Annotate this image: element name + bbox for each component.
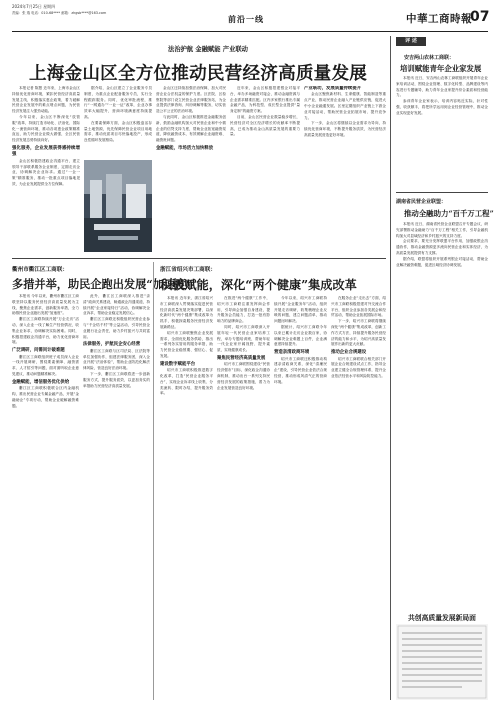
mid-paragraph: 绍兴市工商联聚焦企业发展需求，全面优化服务供给，推出一系列务实管用的服务举措，助力民营企业稳预期、强信心、促发展。 <box>160 330 213 358</box>
editor-line: 责编：张 瑞 电话：010-68**** 邮箱：zhgsb****@163.com <box>12 11 107 15</box>
lead-paragraph: 金山区聚焦新材料、生命健康、智能制造等重点产业，推动民营企业融入产业链供应链，促进大中小企业融通发展。区里定期组织产业链上下游企业对接活动，帮助民营企业拓展市场、提升竞争力。 <box>304 92 386 120</box>
date-line: 2024年7月25日 星期四 <box>12 4 56 9</box>
header-rule <box>12 31 488 32</box>
left-paragraph: 衢江区工商联组织班子成员深入企业一线开展调研，围绕要素保障、融资需求、人才招引等问题，面对面听取企业意见建议，推动问题精准解决。 <box>12 354 79 376</box>
mid-paragraph: 据统计，绍兴市工商联今年以来已累计走访企业数百家，协调解决企业难题上百件，企业满意度持续提升。 <box>274 324 327 347</box>
lead-col-1 <box>12 86 80 252</box>
sidebar-headline-1: 培训赋能青年企业家发展 <box>400 64 482 73</box>
page-header <box>0 0 500 33</box>
sidebar-divider <box>390 36 391 700</box>
mid-paragraph: 下一步，绍兴市工商联将继续深化“两个健康”集成改革，创新工作方式方法，持续提升服务民营经济的能力和水平，为绍兴高质量发展作出新的更大贡献。 <box>331 319 386 347</box>
lead-photo <box>84 160 152 252</box>
left-subhead: 广泛调研，问需问计破难题 <box>12 348 65 354</box>
mid-paragraph: 在推进“两个健康”工作中，绍兴市工商联注重发挥商会作用，引导商会加强自身建设，提升服务会员能力，打造一批有影响力的品牌商会。 <box>217 296 270 324</box>
mid-paragraph: 今年以来，绍兴市工商联持续开展“企业服务年”活动，组织开展走访调研，收集梳理企业反映的问题，建立问题清单，推动问题闭环解决。 <box>274 296 327 324</box>
lead-subhead: 金融赋能，市场活力加快释放 <box>156 145 214 151</box>
mid-paragraph: 绍兴市工商联联合相关部门开展企业合规建设试点工作，指导企业建立健全合规管理体系，提升企业依法经营水平和风险防控能力。 <box>331 356 386 378</box>
left-kicker: 衢州市衢江区工商联： <box>12 267 68 273</box>
sidebar-headline-2: 推动全融助力“百千万工程” <box>404 209 494 218</box>
left-paragraph: 此外，衢江区工商联深入推进“亲清”政商关系建设，畅通政企沟通渠道，持续开展“企业家接待日”活动，协调解决企业诉求，帮助企业稳定发展信心。 <box>83 294 150 316</box>
sidebar-caption: 共创高质量发展新局面 <box>408 614 476 622</box>
mid-col-3 <box>274 296 327 698</box>
section-title: 前沿一线 <box>228 14 264 24</box>
left-paragraph: 衢江区工商联与区司法局、区法院等单位加强协作，组建法律服务团，深入企业开展“法治体检”，帮助企业防范化解法律风险，营造良好法治环境。 <box>83 348 150 371</box>
left-headline: 多措并举，助民企跑出发展“加速度” <box>12 277 193 291</box>
mid-col-1 <box>160 296 213 698</box>
sidebar-paragraph: 本报讯 近日，安吉两山农林工商联组织开展青年企业家培训活动，围绕企业管理、数字化转型、品牌建设等内容进行专题辅导，助力青年企业家提升综合素质和经营能力。 <box>396 76 488 98</box>
lead-paragraph: 金山区积极搭建政企沟通平台，建立领导干部联系服务企业制度，定期走访企业，协调解决企业诉求。通过“一企一策”精准服务，推动一批重点项目落地见效，为企业发展提供全方位保障。 <box>12 158 80 186</box>
sidebar-rule <box>396 192 488 193</box>
mid-paragraph: 本报讯 近年来，浙江省绍兴市工商联深入贯彻落实促进民营经济高质量发展决策部署，以深化新时代“两个健康”集成改革为抓手，积极探索服务民营经济发展新路径。 <box>160 296 213 329</box>
left-paragraph: 衢江区工商联积极联合区内金融机构，推出民营企业专属金融产品，开展“金融助企”专项行动，帮助企业破解融资难题。 <box>12 386 79 408</box>
page-number: 07 <box>470 9 490 25</box>
lead-col-5 <box>304 86 386 252</box>
lead-paragraph: 在要素保障方面，金山区积极盘活存量土地资源，优先保障民营企业项目用地需求，推动优质项目尽快落地投产，形成良性循环发展格局。 <box>84 120 152 143</box>
mid-headline: 积极赋能，深化“两个健康”集成改革 <box>160 278 357 292</box>
mid-subhead: 建设数字赋能平台 <box>160 361 196 367</box>
lead-col-3 <box>156 86 226 252</box>
left-col-2 <box>83 294 150 698</box>
lead-kicker: 法治护航 金融赋能 产业联动 <box>168 46 248 53</box>
sidebar-kicker-2: 湖南省民营企业联盟： <box>396 199 447 205</box>
left-paragraph: 衢江区工商联持续开展“万企走访”活动，深入企业一线了解生产经营情况，收集企业诉求，协调解决实际困难。同时，积极搭建政企沟通平台，助力优化营商环境。 <box>12 317 79 345</box>
lead-headline: 上海金山区全方位推动民营经济高质量发展 <box>28 63 368 84</box>
sidebar-paragraph: 会议要求，要充分发挥联盟平台作用，加强政银企沟通协作，推动金融资源更多流向民营企业和实体经济，为高质量发展提供有力支撑。 <box>396 239 488 255</box>
mid-subhead: 营造亲清政商环境 <box>274 350 310 356</box>
lead-bottom-rule <box>12 258 386 259</box>
sidebar-label <box>396 37 426 46</box>
lead-paragraph: 金山区还持续加强法治保障，加大对民营企业合法权益的保护力度。区法院、区检察院等部门设立民营企业法律服务站，为企业提供法律咨询、纠纷调解等服务，切实营造公平公正的法治环境。 <box>156 86 226 114</box>
left-col-1 <box>12 294 79 698</box>
mid-subhead: 推动企业合规建设 <box>331 350 367 356</box>
lead-subhead: 产业联动，发展质量持续提升 <box>304 86 362 91</box>
lead-paragraph: 今年以来，金山区不断深化“放管服”改革，持续打造市场化、法治化、国际化一流营商环境，推动各项惠企政策精准直达，助力民营企业做大做强，全区民营经济发展态势持续向好。 <box>12 114 80 143</box>
left-paragraph: 衢江区工商联还积极组织民营企业参与“千企结千村”等公益活动，引导民营企业履行社会责任，助力乡村振兴与共同富裕。 <box>83 317 150 339</box>
mid-col-2 <box>217 296 270 698</box>
sidebar-paragraph: 据介绍，联盟将组织开展系列银企对接活动，帮助企业解决融资难题，促进区域经济协调发展。 <box>396 256 488 267</box>
left-subhead: 金融赋能，增信服务优化供给 <box>12 379 70 385</box>
lead-col-4 <box>230 86 300 252</box>
mid-paragraph: 绍兴市工商联围绕建设“民营经济强市”目标，深化政企沟通协商机制，推动出台一系列支持民营经济发展的政策措施，着力为企业发展营造良好环境。 <box>217 362 270 390</box>
mid-kicker: 浙江省绍兴市工商联： <box>160 267 216 273</box>
mid-paragraph: 同时，绍兴市工商联深入开展年轻一代民营企业家培养工程，举办专题培训班，帮助年轻一代企业家开阔视野、提升素质，实现健康成长。 <box>217 324 270 353</box>
lead-col-2 <box>84 86 152 158</box>
mid-paragraph: 绍兴市工商联积极推进数字化改革，打造“民营企业服务平台”，实现企业诉求线上收集、分类流转、限时办结，提升服务效率。 <box>160 368 213 396</box>
lead-paragraph: 目前，金山区民营企业数量稳步增长，民营经济对全区经济增长的贡献率不断提高，已成为推动金山高质量发展的重要力量。 <box>230 114 300 137</box>
sidebar-paragraph: 本报讯 近日，湖南省民营企业联盟召开专题会议，研究部署推动金融助力“百千万工程”相关工作，引导金融机构加大对县域经济和乡村振兴的支持力度。 <box>396 222 488 238</box>
sidebar-label-text: 评 述 <box>405 38 417 44</box>
left-paragraph: 本报讯 今年以来，衢州市衢江区工商联坚持以服务民营经济高质量发展为主线，聚焦企业需求，创新服务举措，全力助推民营企业跑出发展“加速度”。 <box>12 294 79 316</box>
sidebar-kicker-1: 安吉两山农林工商联： <box>404 55 455 61</box>
left-subhead: 法律服务，护航民企安心经营 <box>83 342 141 348</box>
lead-subhead: 强化服务，企业发展获得感持续增强 <box>12 145 80 158</box>
column-divider <box>153 262 154 700</box>
mid-subhead: 聚焦民营经济高质量发展 <box>217 355 266 361</box>
lead-paragraph: 近年来，金山区积极搭建银企对接平台，举办多场融资对接会，推动金融资源与企业需求精准匹配。区内多家银行推出专属金融产品，为科技型、成长型企业提供“量身定制”的融资方案。 <box>230 86 300 114</box>
lead-paragraph: 本报记者 陈慧 近年来，上海市金山区持续优化营商环境，紧扣民营经济高质量发展主线，积极落实惠企政策，着力破解民营企业发展中的难点堵点问题，为民营经济发展注入强劲动能。 <box>12 86 80 114</box>
lead-paragraph: 下一步，金山区将继续以企业需求为导向，持续优化营商环境，不断提升服务质效，为民营经济高质量发展营造更好环境。 <box>304 121 386 137</box>
lead-paragraph: 据介绍，金山区建立了企业服务专员制度，为重点企业配备服务专员，实行全程跟踪服务。同时，优化审批流程，推行“一网通办”“一业一证”改革，企业办事效率大幅提升，营商环境满意度持续提高。 <box>84 86 152 119</box>
sidebar-body-2 <box>396 222 488 608</box>
sidebar-body-1 <box>396 76 488 188</box>
left-paragraph: 下一步，衢江区工商联将进一步创新服务方式，提升服务质效，以更加务实的举措助力民营经济高质量发展。 <box>83 371 150 388</box>
sidebar-paragraph: 参训青年企业家表示，培训内容贴近实际，针对性强，收获颇丰，将把所学运用到企业经营管理中，推动企业实现更好发展。 <box>396 99 488 115</box>
lead-paragraph: 与此同时，金山区积极推进金融服务创新，鼓励金融机构加大对民营企业和中小微企业的信贷支持力度，帮助企业拓宽融资渠道，降低融资成本，有效缓解企业融资难、融资贵问题。 <box>156 114 226 143</box>
mid-col-4 <box>331 296 386 698</box>
mid-paragraph: 绍兴市工商联还积极推动构建亲清政商关系，深化“清廉民企”建设，引导民营企业依法合规经营，推动形成风清气正的营商环境。 <box>274 356 327 384</box>
mid-paragraph: 在服务企业“走出去”方面，绍兴市工商联积极搭建对外交流合作平台，组织企业参加各类展会和经贸活动，帮助企业拓展国际市场。 <box>331 296 386 318</box>
newspaper-brand: 中華工商時報 <box>406 13 472 25</box>
sidebar-photo <box>396 624 488 700</box>
